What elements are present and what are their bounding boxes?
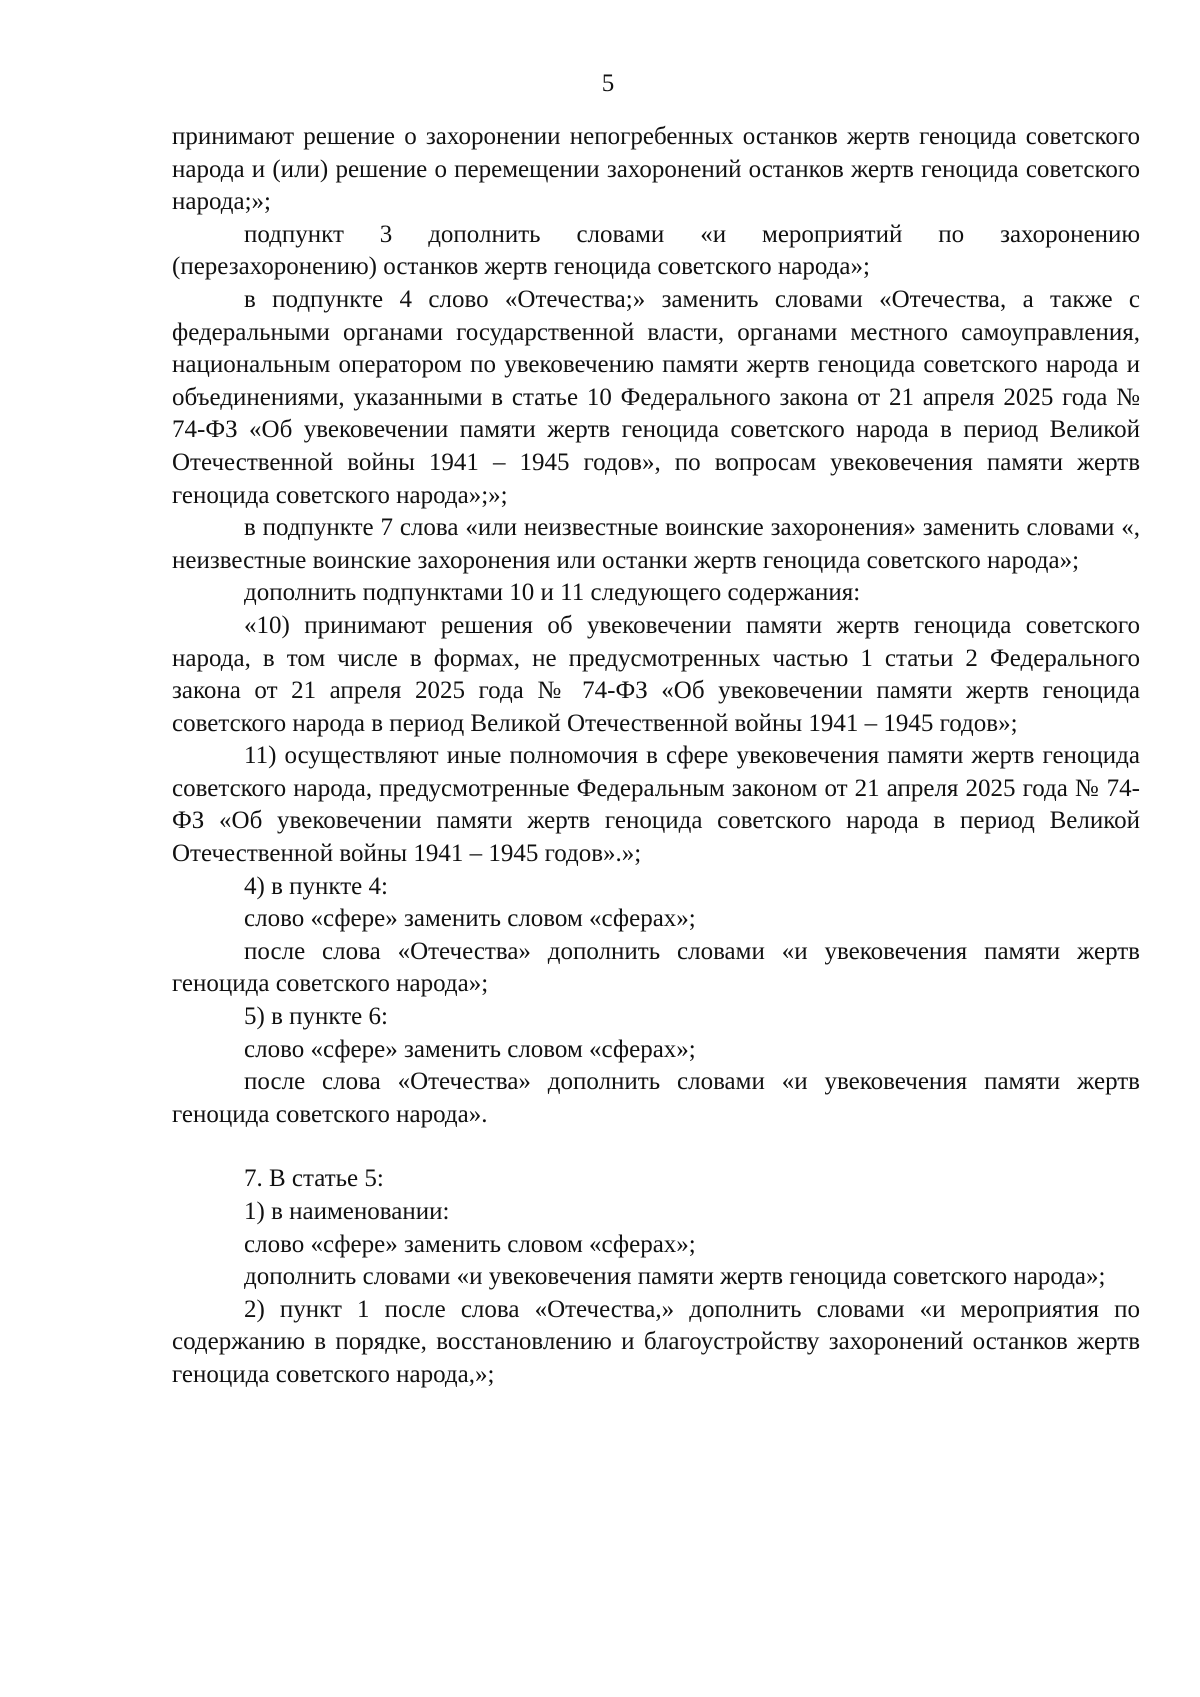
paragraph: в подпункте 4 слово «Отечества;» заменить словами «Отечества, а также с федеральными органами государственной власти, органами местного самоуправления, национальным оператором по увековечению памяти жертв геноцида советского народа и объединениями, указанными в статье 10 Федерального закона от 21 апреля 2025 года № 74-ФЗ «Об увековечении памяти жертв геноцида советского народа в период Великой Отечественной войны 1941 – 1945 годов», по вопросам увековечения памяти жертв геноцида советского народа»;»; (172, 285, 1140, 509)
paragraph: слово «сфере» заменить словом «сферах»; (244, 905, 696, 933)
paragraph: принимают решение о захоронении непогребенных останков жертв геноцида советского народа и (или) решение о перемещении захоронений останков жертв геноцида советского народа;»; (172, 123, 1140, 216)
paragraph: «10) принимают решения об увековечении памяти жертв геноцида советского народа, в том числе в формах, не предусмотренных частью 1 статьи 2 Федерального закона от 21 апреля 2025 года № 74-ФЗ «Об увековечении памяти жертв геноцида советского народа в период Великой Отечественной войны 1941 – 1945 годов»; (172, 611, 1140, 737)
paragraph: дополнить подпунктами 10 и 11 следующего содержания: (244, 579, 861, 607)
paragraph: подпункт 3 дополнить словами «и мероприятий по захоронению (перезахоронению) останков жертв геноцида советского народа»; (172, 220, 1140, 281)
paragraph: после слова «Отечества» дополнить словами «и увековечения памяти жертв геноцида советского народа»; (172, 937, 1140, 998)
page-number: 5 (601, 70, 615, 97)
paragraph: 5) в пункте 6: (244, 1003, 388, 1031)
paragraph: 2) пункт 1 после слова «Отечества,» дополнить словами «и мероприятия по содержанию в порядке, восстановлению и благоустройству захоронений останков жертв геноцида советского народа,»; (172, 1295, 1140, 1388)
paragraph: дополнить словами «и увековечения памяти жертв геноцида советского народа»; (244, 1263, 1106, 1291)
document-body (172, 121, 1140, 1392)
paragraph: 4) в пункте 4: (244, 872, 388, 900)
paragraph: после слова «Отечества» дополнить словами «и увековечения памяти жертв геноцида советского народа». (172, 1068, 1140, 1128)
paragraph: 1) в наименовании: (244, 1198, 450, 1225)
section-heading: 7. В статье 5: (244, 1165, 384, 1193)
paragraph: слово «сфере» заменить словом «сферах»; (244, 1230, 696, 1258)
paragraph: слово «сфере» заменить словом «сферах»; (244, 1035, 696, 1063)
paragraph: в подпункте 7 слова «или неизвестные воинские захоронения» заменить словами «, неизвестные воинские захоронения или останки жертв геноцида советского народа»; (172, 514, 1140, 574)
paragraph: 11) осуществляют иные полномочия в сфере увековечения памяти жертв геноцида советского народа, предусмотренные Федеральным законом от 21 апреля 2025 года № 74-ФЗ «Об увековечении памяти жертв геноцида советского народа в период Великой Отечественной войны 1941 – 1945 годов».»; (172, 742, 1140, 868)
